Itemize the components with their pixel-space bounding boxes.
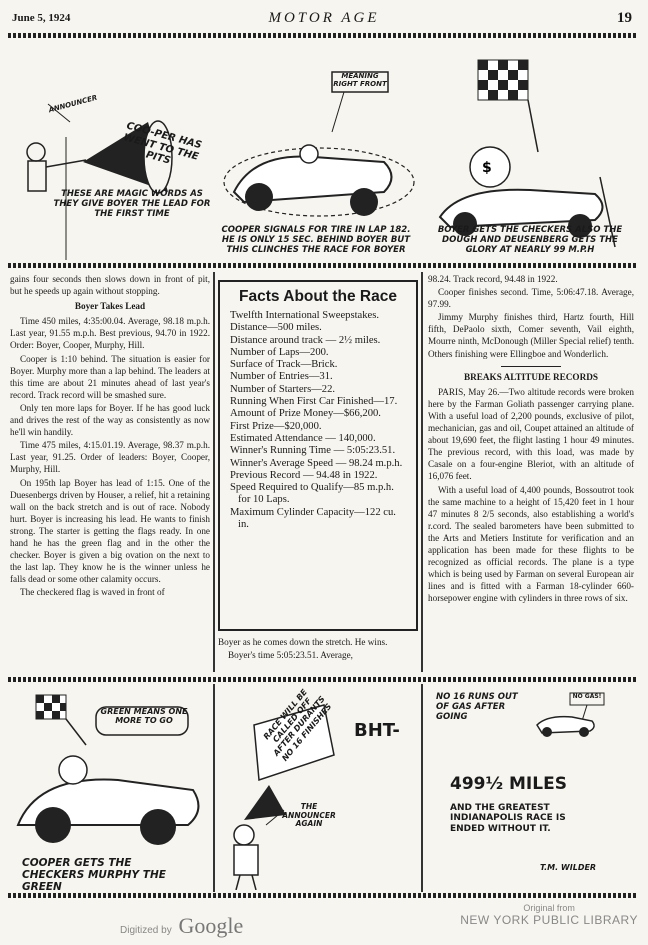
out-of-gas-text: NO 16 RUNS OUT OF GAS AFTER GOING <box>436 692 518 722</box>
cartoon3-caption: BOYER GETS THE CHECKERS ALSO THE DOUGH AND DEUSENBERG GETS THE GLORY AT NEARLY 99 M.P.H <box>437 225 623 255</box>
announcer-again-label: THE ANNOUNCER AGAIN <box>282 802 336 829</box>
artist-signature: T.M. WILDER <box>540 863 597 872</box>
magazine-title: MOTOR AGE <box>268 10 380 26</box>
fact-item: Distance—500 miles. <box>230 322 322 334</box>
middle-column-bottom <box>218 636 416 662</box>
facts-title: Facts About the Race <box>239 288 397 305</box>
fact-item: Surface of Track—Brick. <box>230 359 338 371</box>
bottom-rule <box>8 677 636 682</box>
google-logo: Google <box>178 913 244 938</box>
left-column <box>10 273 210 599</box>
left-paragraph-3: Cooper is 1:10 behind. The situation is easier for Boyer. Murphy more than a lap behind. The leaders at this time are about 21 minutes ahead of last year's record. Track record will be smashed sure. <box>10 353 210 400</box>
cartoon-divider-right <box>421 684 423 892</box>
right-paragraph-1: 98.24. Track record, 94.48 in 1922. <box>428 274 558 284</box>
race-ended-text: AND THE GREATEST INDIANAPOLIS RACE IS ENDED WITHOUT IT. <box>450 803 566 834</box>
right-paragraph-2: Cooper finishes second. Time, 5:06:47.18. Average, 97.99. <box>428 287 634 310</box>
no-gas-sign: NO GAS! <box>572 693 602 700</box>
fact-item: Distance around track — 2½ miles. <box>230 334 381 346</box>
right-paragraph-3: Jimmy Murphy finishes third, Hartz fourth, Hill fifth, DePaolo sixth, Comer seventh, Vail eighth, Mourre ninth, McDonough (Miller Special relief) tenth. Others finishing were Ellingboe and Wonderlich. <box>428 312 634 359</box>
green-flag-bubble: GREEN MEANS ONE MORE TO GO <box>100 707 188 726</box>
original-from-label: Original from <box>523 903 575 913</box>
page-header <box>8 8 640 30</box>
fact-item: Winner's Running Time — 5:05:23.51. <box>230 445 396 457</box>
announcer-bubble: ANNOUNCER <box>47 93 99 115</box>
cartoon-divider-left <box>213 684 215 892</box>
cartoon-boyer-checkers <box>420 42 636 260</box>
subhead-altitude-records: BREAKS ALTITUDE RECORDS <box>464 371 598 382</box>
fact-item: Twelfth International Sweepstakes. <box>230 310 379 321</box>
right-paragraph-5: With a useful load of 4,400 pounds, Bossoutrot took the same machine to a height of 15,420 feet in 1 hour 47 minutes 8 2/5 seconds, also establishing a world's r.cord. The sealed barometers have been submitted to the Arts and Metiers Institute for verification and an application has been made for these flights to be recognized as official records. The plane is a type which is being used by Farman on several European air lines and is fitted with a Farman 18-cylinder 660-horsepower engine with cylinders in three rows of six. <box>428 484 634 604</box>
cartoon-announcer-again <box>214 685 420 890</box>
cartoon-announcer <box>8 42 213 260</box>
checkered-flag-icon <box>478 60 538 152</box>
section-separator <box>501 366 561 367</box>
left-paragraph-4: Only ten more laps for Boyer. If he has good luck and drives the rest of the way as consistently as now he'll win handily. <box>10 402 210 438</box>
cartoon-tire-signal <box>214 42 418 260</box>
left-paragraph-2: Time 450 miles, 4:35:00.04. Average, 98.18 m.p.h. Last year, 91.55 m.p.h. Best previous, 94.70 in 1922. Order: Boyer, Cooper, Murphy, Hill. <box>10 316 210 351</box>
announcement-banner: RACE WILL BE CALLED OFF AFTER DURANTS NO 16 FINISHES <box>261 687 334 763</box>
middle-paragraph-2: Boyer's time 5:05:23.51. Average, <box>228 650 353 661</box>
left-paragraph-1: gains four seconds then slows down in front of pit, but he speeds up again without stopping. <box>10 274 210 297</box>
facts-list <box>220 310 416 531</box>
fact-item: Previous Record — 94.48 in 1922. <box>230 469 378 481</box>
right-column <box>428 273 634 605</box>
fact-item: Amount of Prize Money—$66,200. <box>230 408 381 420</box>
page-end-rule <box>8 893 636 898</box>
miles-headline: 499½ MILES <box>450 774 567 794</box>
library-credit <box>460 903 638 927</box>
checkered-flag-icon <box>36 695 86 745</box>
middle-paragraph-1: Boyer as he comes down the stretch. He wins. <box>218 637 388 647</box>
announcer-sound: BHT- <box>354 720 400 741</box>
fact-item: Maximum Cylinder Capacity—122 cu. in. <box>230 506 396 531</box>
signal-bubble: MEANING RIGHT FRONT <box>333 72 387 89</box>
left-paragraph-7: The checkered flag is waved in front of <box>20 587 165 598</box>
fact-item: Estimated Attendance — 140,000. <box>230 432 376 444</box>
cartoon2-caption: COOPER SIGNALS FOR TIRE IN LAP 182. HE IS ONLY 15 SEC. BEHIND BOYER BUT THIS CLINCHES THE RACE FOR BOYER <box>221 225 411 255</box>
cartoon-green-flag <box>8 685 213 894</box>
column-divider-left <box>213 272 215 672</box>
library-name: NEW YORK PUBLIC LIBRARY <box>460 913 638 927</box>
svg-text:$: $ <box>482 160 492 176</box>
fact-item: Winner's Average Speed — 98.24 m.p.h. <box>230 457 403 469</box>
column-divider-right <box>421 272 423 672</box>
digitized-by <box>120 913 243 939</box>
cartoon-499-miles <box>422 685 636 890</box>
fact-item: Running When First Car Finished—17. <box>230 396 398 408</box>
megaphone-words: COO-PER HAS WENT TO THE PITS <box>122 120 203 167</box>
fact-item: Number of Starters—22. <box>230 383 336 395</box>
page-number: 19 <box>617 10 632 26</box>
fact-item: First Prize—$20,000. <box>230 420 322 432</box>
cartoon4-caption: COOPER GETS THE CHECKERS MURPHY THE GREEN <box>22 857 166 894</box>
cartoon1-caption: THESE ARE MAGIC WORDS AS THEY GIVE BOYER THE LEAD FOR THE FIRST TIME <box>53 189 211 219</box>
fact-item: Speed Required to Qualify—85 m.p.h. for 10 Laps. <box>230 482 394 506</box>
left-paragraph-6: On 195th lap Boyer has lead of 1:15. One of the Duesenbergs driven by Houser, a relief, hit a retaining wall on the back stretch and is out of race. Nobody hurt. Boyer is increasing his lead. He wants to finish strong. The starter is getting the flags ready. In one hand he has the green flag and in the other the checker. Boyer is given a big ovation on the next to the last lap. They know he is the winner unless he falls dead or some other calamity occurs. <box>10 477 210 585</box>
middle-rule <box>8 263 636 268</box>
digitized-label: Digitized by <box>120 925 172 936</box>
right-paragraph-4: PARIS, May 26.—Two altitude records were broken here by the Farman Goliath passenger carrying plane. With a useful load of 2,200 pounds, exclusive of pilot, mechanician, gas and oil, Coupet attained an altitude of about 19,690 feet, the flight lasting 1 hour 49 minutes. The previous record, with this load, was made by Casale on a four-engine Bleriot, with an altitude of 16,076 feet. <box>428 386 634 482</box>
fact-item: Number of Laps—200. <box>230 346 329 358</box>
facts-box <box>218 280 418 631</box>
fact-item: Number of Entries—31. <box>230 371 333 383</box>
issue-date: June 5, 1924 <box>12 12 71 24</box>
left-paragraph-5: Time 475 miles, 4:15.01.19. Average, 98.37 m.p.h. Last year, 91.25. Order of leaders: Boyer, Cooper, Murphy, Hill. <box>10 440 210 475</box>
top-rule <box>8 33 636 38</box>
subhead-boyer-lead: Boyer Takes Lead <box>74 301 146 312</box>
